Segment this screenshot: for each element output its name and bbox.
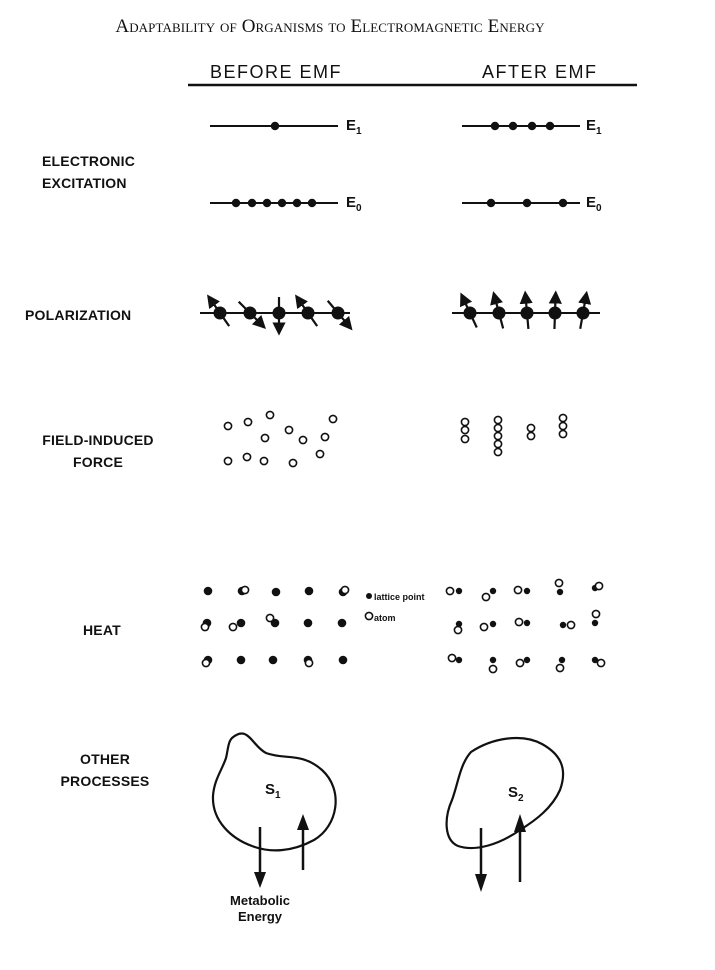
atom xyxy=(202,659,209,666)
row-label-polarization: POLARIZATION xyxy=(25,307,132,323)
lattice-point xyxy=(592,620,598,626)
electron-dot xyxy=(487,199,495,207)
electron-dot xyxy=(546,122,554,130)
particle-ring xyxy=(494,448,501,455)
lattice-point xyxy=(560,622,566,628)
electron-dot xyxy=(271,122,279,130)
lattice-point xyxy=(269,656,278,665)
lattice-point xyxy=(524,620,530,626)
particle-ring xyxy=(316,450,323,457)
energy-subscript: 1 xyxy=(356,126,362,137)
atom xyxy=(595,582,602,589)
atom xyxy=(515,618,522,625)
energy-symbol: E xyxy=(346,194,357,211)
particle-ring xyxy=(329,415,336,422)
lattice-point xyxy=(490,657,496,663)
particle-ring xyxy=(224,457,231,464)
atom xyxy=(567,621,574,628)
electron-dot xyxy=(293,199,301,207)
column-header-after: AFTER EMF xyxy=(482,62,598,82)
particle-ring xyxy=(266,411,273,418)
particle-ring xyxy=(261,434,268,441)
other-processes-diagram xyxy=(213,733,563,892)
atom xyxy=(516,659,523,666)
electron-dot xyxy=(248,199,256,207)
lattice-point xyxy=(456,588,462,594)
lattice-point xyxy=(237,619,246,628)
particle-ring xyxy=(461,435,468,442)
energy-symbol: E xyxy=(586,117,597,134)
particle-ring xyxy=(559,414,566,421)
electron-dot xyxy=(491,122,499,130)
electron-dot xyxy=(509,122,517,130)
row-label-field-induced-force: FIELD-INDUCED FORCE xyxy=(42,432,154,470)
lattice-point xyxy=(339,656,348,665)
diagram-title: Adaptability of Organisms to Electromagnetic Energy xyxy=(115,16,545,37)
particle-ring xyxy=(527,432,534,439)
particle-ring xyxy=(285,426,292,433)
particle-ring xyxy=(260,457,267,464)
electron-dot xyxy=(528,122,536,130)
atom xyxy=(446,587,453,594)
state-s1-outline xyxy=(213,733,336,850)
atom xyxy=(241,586,248,593)
particle-ring xyxy=(461,426,468,433)
legend-lattice-point-label: lattice point xyxy=(374,592,425,602)
row-label-electronic-excitation: ELECTRONIC EXCITATION xyxy=(42,153,135,191)
lattice-point xyxy=(366,593,372,599)
particle-ring xyxy=(461,418,468,425)
state-s2-outline xyxy=(447,738,564,848)
lattice-point xyxy=(524,657,530,663)
heat-diagram xyxy=(201,579,604,672)
state-symbol: S xyxy=(265,781,276,798)
arrowhead-up-s2 xyxy=(514,814,526,832)
energy-symbol: E xyxy=(586,194,597,211)
electron-dot xyxy=(232,199,240,207)
particle-ring xyxy=(321,433,328,440)
atom xyxy=(201,623,208,630)
particle-ring xyxy=(494,416,501,423)
atom xyxy=(341,586,348,593)
lattice-point xyxy=(456,657,462,663)
lattice-point xyxy=(305,587,314,596)
row-label-heat: HEAT xyxy=(83,622,121,638)
particle-ring xyxy=(494,432,501,439)
atom xyxy=(305,659,312,666)
atom xyxy=(556,664,563,671)
electron-dot xyxy=(523,199,531,207)
lattice-point xyxy=(559,657,565,663)
atom xyxy=(555,579,562,586)
atom xyxy=(266,614,273,621)
electron-dot xyxy=(308,199,316,207)
particle-ring xyxy=(494,440,501,447)
electronic-excitation-diagram xyxy=(210,122,580,207)
atom xyxy=(489,665,496,672)
atom xyxy=(229,623,236,630)
column-header-before: BEFORE EMF xyxy=(210,62,343,82)
lattice-point xyxy=(557,589,563,595)
electron-dot xyxy=(263,199,271,207)
energy-subscript: 0 xyxy=(356,203,362,214)
particle-ring xyxy=(494,424,501,431)
lattice-point xyxy=(237,656,246,665)
state-subscript: 1 xyxy=(275,790,281,801)
lattice-point xyxy=(272,588,281,597)
legend-atom-label: atom xyxy=(374,613,396,623)
arrowhead-down-s1 xyxy=(254,872,266,888)
particle-ring xyxy=(289,459,296,466)
dipole-arrow xyxy=(526,297,529,329)
lattice-point xyxy=(304,619,313,628)
lattice-point xyxy=(524,588,530,594)
particle-ring xyxy=(244,418,251,425)
energy-subscript: 0 xyxy=(596,203,602,214)
field-induced-force-diagram xyxy=(224,411,566,466)
polarization-diagram xyxy=(200,297,600,329)
particle-ring xyxy=(243,453,250,460)
state-symbol: S xyxy=(508,784,519,801)
particle-ring xyxy=(559,430,566,437)
particle-ring xyxy=(559,422,566,429)
atom xyxy=(514,586,521,593)
atom xyxy=(454,626,461,633)
atom xyxy=(448,654,455,661)
row-label-other-processes: OTHER PROCESSES xyxy=(60,751,150,789)
energy-symbol: E xyxy=(346,117,357,134)
lattice-point xyxy=(490,588,496,594)
lattice-point xyxy=(204,587,213,596)
atom xyxy=(597,659,604,666)
energy-subscript: 1 xyxy=(596,126,602,137)
state-subscript: 2 xyxy=(518,793,524,804)
lattice-point xyxy=(490,621,496,627)
electron-dot xyxy=(559,199,567,207)
dipole-arrow xyxy=(554,297,555,329)
particle-ring xyxy=(224,422,231,429)
arrowhead-down-s2 xyxy=(475,874,487,892)
electron-dot xyxy=(278,199,286,207)
particle-ring xyxy=(527,424,534,431)
metabolic-energy-label: Metabolic Energy xyxy=(230,893,290,924)
lattice-point xyxy=(338,619,347,628)
atom xyxy=(365,612,372,619)
atom xyxy=(480,623,487,630)
arrowhead-up-s1 xyxy=(297,814,309,830)
atom xyxy=(482,593,489,600)
atom xyxy=(592,610,599,617)
particle-ring xyxy=(299,436,306,443)
